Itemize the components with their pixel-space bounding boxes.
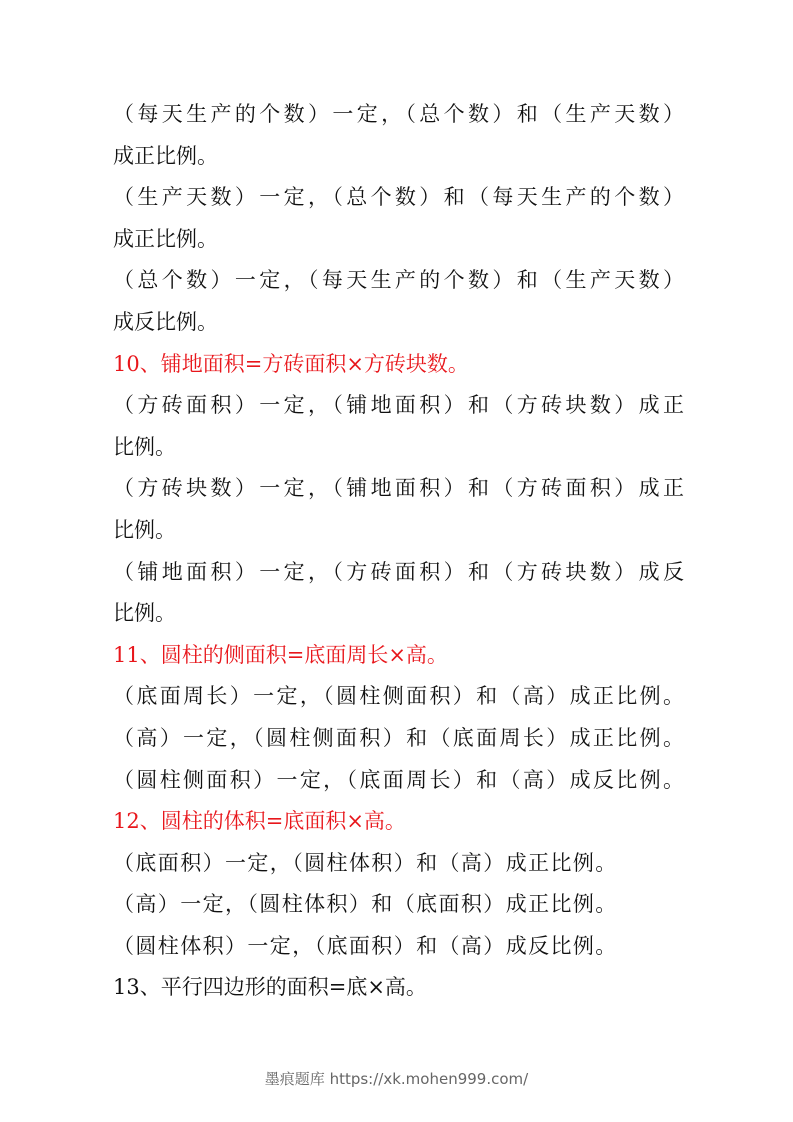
document-body	[113, 94, 684, 1009]
text-line: （总个数）一定，（每天生产的个数）和（生产天数）	[113, 268, 684, 293]
section-heading-10: 10、铺地面积=方砖面积×方砖块数。	[113, 351, 469, 376]
text-line: （圆柱侧面积）一定，（底面周长）和（高）成反比例。	[113, 767, 684, 792]
section-heading-13: 13、平行四边形的面积=底×高。	[113, 975, 427, 1000]
text-line: （每天生产的个数）一定，（总个数）和（生产天数）	[113, 102, 684, 126]
footer-watermark: 墨痕题库 https://xk.mohen999.com/	[264, 1070, 529, 1088]
text-line: 成正比例。	[113, 226, 218, 251]
text-line: （高）一定，（圆柱体积）和（底面积）成正比例。	[113, 892, 618, 917]
text-line: 比例。	[113, 434, 176, 459]
section-heading-11: 11、圆柱的侧面积=底面周长×高。	[113, 642, 448, 667]
text-line: 比例。	[113, 601, 176, 626]
text-line: （底面积）一定，（圆柱体积）和（高）成正比例。	[113, 850, 618, 875]
text-line: （铺地面积）一定，（方砖面积）和（方砖块数）成反	[113, 559, 684, 584]
text-line: （底面周长）一定，（圆柱侧面积）和（高）成正比例。	[113, 684, 684, 709]
text-line: （生产天数）一定，（总个数）和（每天生产的个数）	[113, 185, 684, 210]
text-line: 比例。	[113, 517, 176, 542]
text-line: （方砖面积）一定，（铺地面积）和（方砖块数）成正	[113, 393, 684, 418]
text-line: 成正比例。	[113, 143, 218, 168]
text-line: 成反比例。	[113, 309, 218, 334]
section-heading-12: 12、圆柱的体积=底面积×高。	[113, 809, 406, 834]
text-line: （高）一定，（圆柱侧面积）和（底面周长）成正比例。	[113, 725, 684, 750]
text-line: （圆柱体积）一定，（底面积）和（高）成反比例。	[113, 933, 618, 958]
text-line: （方砖块数）一定，（铺地面积）和（方砖面积）成正	[113, 476, 684, 501]
